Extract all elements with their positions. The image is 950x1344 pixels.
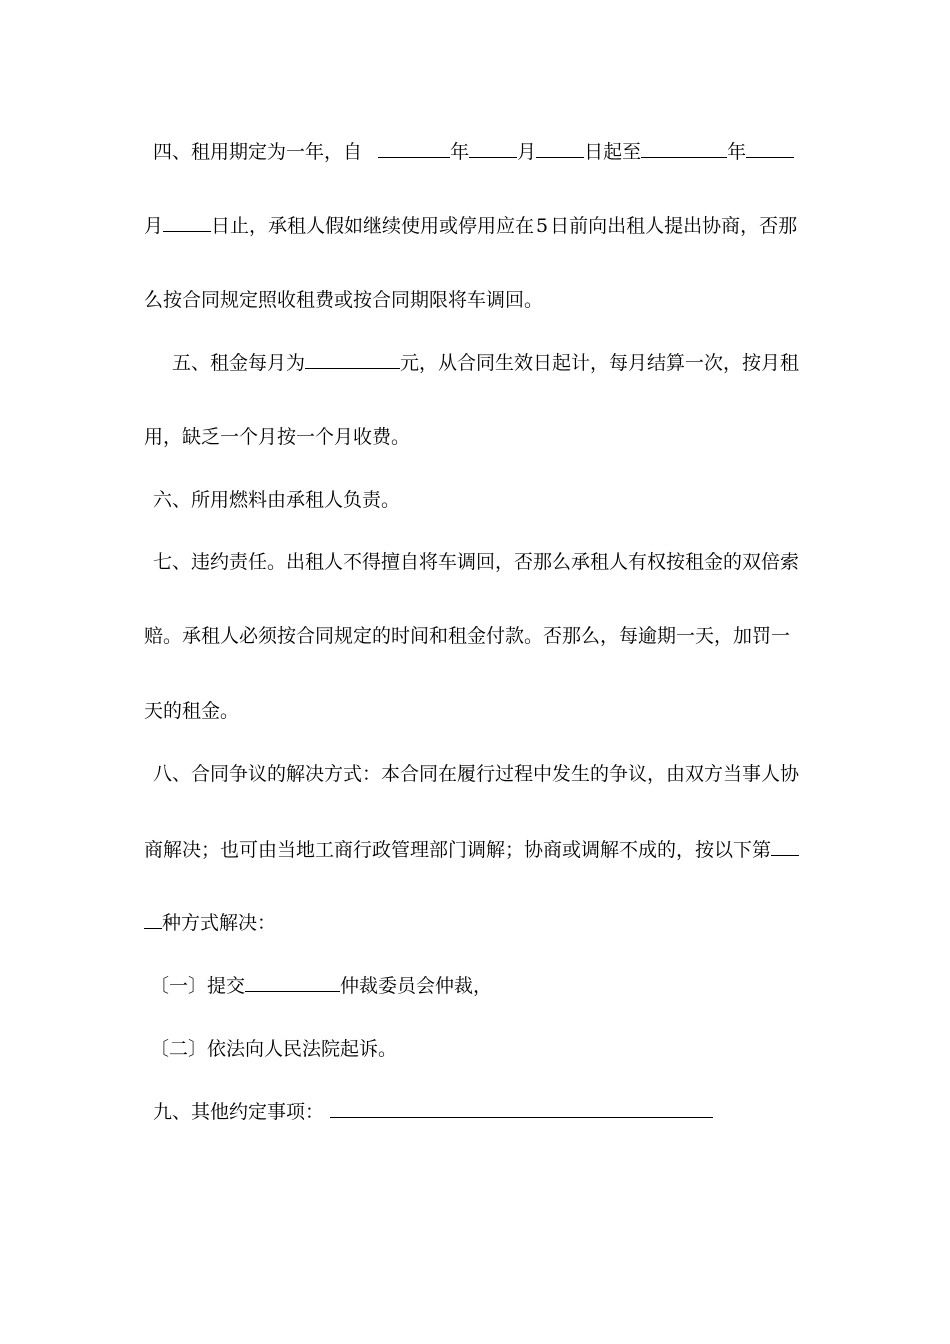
dispute-method-blank-b[interactable] (144, 910, 162, 929)
year-label: 年 (727, 141, 747, 163)
clause7-line1: 七、违约责任。出租人不得擅自将车调回，否那么承租人有权按租金的双倍索 (153, 551, 800, 573)
option1-text: 〔一〕提交 (150, 975, 246, 997)
clause8-option2: 〔二〕依法向人民法院起诉。 (150, 1038, 398, 1060)
clause4-line2 (144, 213, 797, 238)
month-label: 月 (144, 215, 164, 237)
clause8-option1 (150, 973, 492, 998)
clause4-text: 日止，承租人假如继续使用或停用应在 (211, 215, 535, 237)
clause8-line3 (144, 910, 276, 935)
clause8-text: 种方式解决： (162, 912, 277, 934)
clause6: 六、所用燃料由承租人负责。 (153, 489, 401, 511)
clause8-text: 商解决；也可由当地工商行政管理部门调解；协商或调解不成的，按以下第 (144, 839, 772, 861)
clause5-line2: 用，缺乏一个月按一个月收费。 (144, 426, 411, 448)
clause8-line2 (144, 837, 799, 862)
other-terms-blank[interactable] (330, 1099, 713, 1118)
end-year-blank[interactable] (641, 139, 727, 158)
clause5-text: 元，从合同生效日起计，每月结算一次，按月租 (400, 352, 800, 374)
start-month-blank[interactable] (469, 139, 517, 158)
clause5-text: 五、租金每月为 (172, 352, 306, 374)
monthly-rent-blank[interactable] (305, 350, 400, 369)
start-day-blank[interactable] (536, 139, 584, 158)
year-label: 年 (450, 141, 470, 163)
notice-days: 5 (536, 215, 549, 237)
clause7-line3: 天的租金。 (144, 700, 240, 722)
dispute-method-blank-a[interactable] (771, 837, 799, 856)
clause4-line3: 么按合同规定照收租费或按合同期限将车调回。 (144, 289, 544, 311)
clause4-text: 日前向出租人提出协商，否那 (550, 215, 798, 237)
clause9 (153, 1099, 713, 1124)
arbitration-committee-blank[interactable] (245, 973, 340, 992)
clause4-line1 (153, 139, 794, 164)
clause5-line1 (172, 350, 799, 375)
clause7-line2: 赔。承租人必须按合同规定的时间和租金付款。否那么，每逾期一天，加罚一 (144, 625, 791, 647)
option1-text: 仲裁委员会仲裁， (340, 975, 493, 997)
month-label: 月 (517, 141, 537, 163)
clause8-line1: 八、合同争议的解决方式：本合同在履行过程中发生的争议，由双方当事人协 (153, 763, 800, 785)
day-until-label: 日起至 (584, 141, 642, 163)
start-year-blank[interactable] (378, 139, 450, 158)
end-month-blank[interactable] (746, 139, 794, 158)
clause9-label: 九、其他约定事项： (153, 1101, 325, 1123)
end-day-blank[interactable] (163, 213, 211, 232)
clause4-text: 四、租用期定为一年，自 (153, 141, 363, 163)
